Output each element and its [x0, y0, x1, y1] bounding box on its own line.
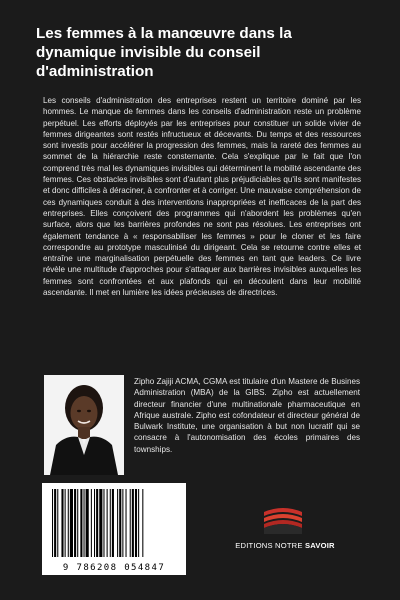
author-bio: Zipho Zajiji ACMA, CGMA est titulaire d'un Mastere de Busines Administration (MBA) de la GIBS. Zipho est actuellement directeur financier d'une multinationale pharmaceutique en Afrique australe. Zipho est cofondateur et directeur général de Bulwark Institute, une organisation à but non lucratif qui se consacre à l'autonomisation des écoles primaires des townships. — [134, 377, 360, 454]
barcode-bar — [61, 489, 63, 557]
publisher-name-light: EDITIONS NOTRE — [235, 541, 305, 550]
barcode-bar — [107, 489, 108, 557]
publisher-name — [226, 541, 344, 550]
barcode-bar — [112, 489, 114, 557]
barcode-bar — [94, 489, 95, 557]
book-title: Les femmes à la manœuvre dans la dynamique invisible du conseil d'administration — [36, 25, 292, 80]
barcode-bar — [74, 489, 76, 557]
barcode-bar — [135, 489, 137, 557]
barcode-bar — [122, 489, 123, 557]
barcode-bar — [110, 489, 111, 557]
barcode-bar — [77, 489, 78, 557]
barcode-bar — [52, 489, 53, 557]
barcode-bar — [86, 489, 89, 557]
barcode-bar — [70, 489, 73, 557]
barcode-bar — [130, 489, 131, 557]
isbn-number: 9 786208 054847 — [62, 563, 166, 573]
barcode-bar — [132, 489, 134, 557]
book-description: Les conseils d'administration des entreprises restent un territoire dominé par les hommes. Le manque de femmes dans les conseils d'administration reste un problème perpétuel. Les efforts déployés par les entreprises pour constituer un solide vivier de femmes dirigeantes sont restés infructueux et décevants. Du temps et des ressources sont investis pour accélérer la progression des femmes, mais la rareté des femmes au sommet de la hiérarchie reste consternante. Cela s'explique par le fait que l'on comprend très mal les dynamiques invisibles qui déterminent la mobilité ascendante des femmes. Ces obstacles invisibles sont d'autant plus préjudiciables qu'ils sont manifestes et donc difficiles à déraciner, à confronter et à corriger. Une mauvaise compréhension de ces dynamiques conduit à des interventions inappropriées et inefficaces de la part des entreprises. Elles conçoivent des programmes qui n'abordent les problèmes qu'en surface, alors que les barrières profondes ne sont pas résolues. Les entreprises ont également tendance à « responsabiliser les femmes » pour le cloner et les faire correspondre au prototype masculinisé du dirigeant. Cela se retourne contre elles et entraîne une marginalisation perpétuelle des femmes en tant que leaders. Ce livre révèle une multitude d'approches pour s'attaquer aux barrières invisibles auxquelles les femmes sont confrontées et aux plafonds qui en découlent dans leur mobilité ascendante. Il met en lumière les idées précieuses de directrices. — [43, 96, 361, 298]
barcode-bar — [84, 489, 85, 557]
barcode-bar — [103, 489, 104, 557]
barcode-bar — [65, 489, 66, 557]
barcode-bar — [80, 489, 82, 557]
publisher-logo-icon — [260, 502, 306, 536]
barcode-bar — [119, 489, 121, 557]
barcode-bar — [57, 489, 58, 557]
barcode-bar — [126, 489, 127, 557]
barcode-bar — [99, 489, 102, 557]
barcode-bar — [138, 489, 139, 557]
barcode — [42, 483, 186, 575]
barcode-bar — [68, 489, 69, 557]
author-photo — [44, 375, 124, 475]
barcode-bar — [96, 489, 98, 557]
barcode-bar — [142, 489, 143, 557]
publisher-name-bold: SAVOIR — [304, 541, 335, 550]
barcode-bar — [91, 489, 92, 557]
barcode-bar — [54, 489, 56, 557]
barcode-bar — [117, 489, 118, 557]
